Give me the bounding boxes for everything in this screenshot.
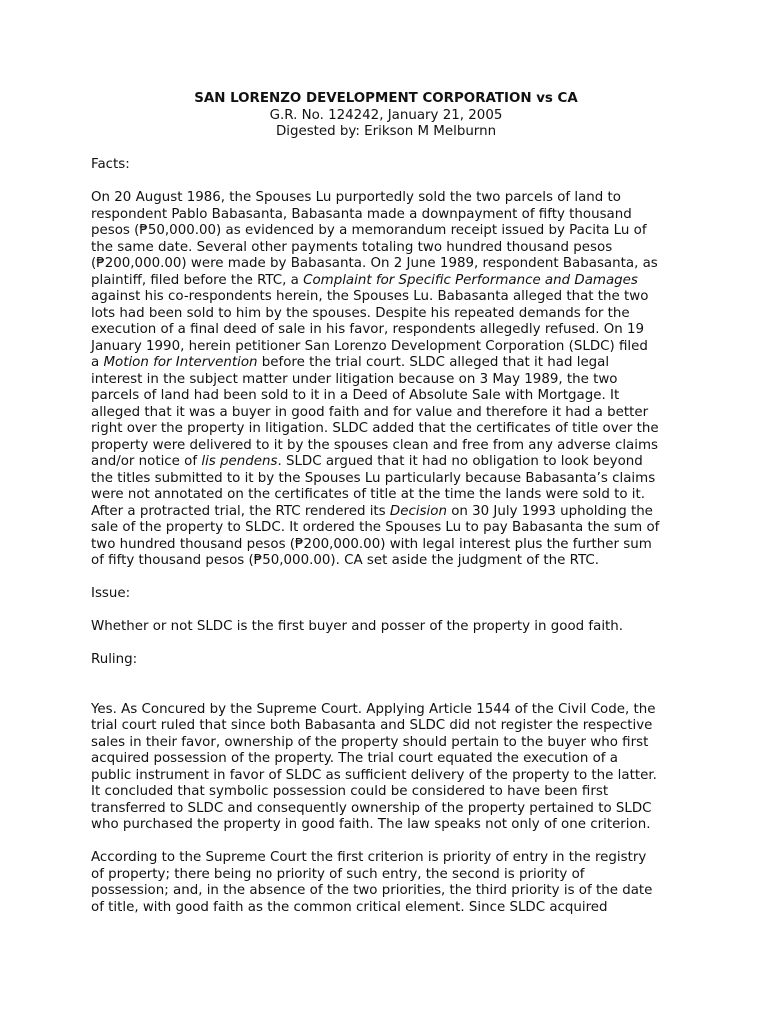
text-segment: on 30 July 1993 upholding the (446, 503, 653, 519)
text-line: against his co-respondents herein, the Spouses Lu. Babasanta alleged that the two (91, 289, 649, 304)
document-page (91, 91, 681, 916)
ruling-paragraph-2 (91, 850, 681, 916)
text-line: alleged that it was a buyer in good faith and for value and therefore it had a better (91, 404, 649, 420)
text-segment: . SLDC argued that it had no obligation to look beyond (277, 454, 643, 469)
italic-term: Motion for Intervention (103, 355, 258, 370)
text-line: public instrument in favor of SLDC as sufficient delivery of the property to the latter. (91, 767, 657, 783)
facts-heading: Facts: (91, 157, 130, 172)
text-line: trial court ruled that since both Babasanta and SLDC did not register the respective (91, 718, 653, 733)
text-line: Yes. As Concured by the Supreme Court. Applying Article 1544 of the Civil Code, the (91, 701, 656, 717)
issue-text: Whether or not SLDC is the first buyer and posser of the property in good faith. (91, 619, 624, 634)
text-line: (₱200,000.00) were made by Babasanta. On 2 June 1989, respondent Babasanta, as (91, 256, 658, 271)
ruling-heading: Ruling: (91, 652, 138, 667)
facts-paragraph (91, 190, 681, 570)
text-line: According to the Supreme Court the first criterion is priority of entry in the registry (91, 850, 647, 865)
text-line: It concluded that symbolic possession could be considered to have been first (91, 784, 609, 799)
text-line: the same date. Several other payments totaling two hundred thousand pesos (91, 239, 613, 255)
case-number: G.R. No. 124242, January 21, 2005 (269, 107, 503, 123)
text-line (91, 355, 681, 372)
text-line: sale of the property to SLDC. It ordered the Spouses Lu to pay Babasanta the sum of (91, 520, 660, 535)
text-line: of property; there being no priority of such entry, the second is priority of (91, 866, 585, 882)
text-line: pesos (₱50,000.00) as evidenced by a memorandum receipt issued by Pacita Lu of (91, 223, 647, 238)
text-segment: plaintiff, filed before the RTC, a (91, 272, 304, 288)
case-title: SAN LORENZO DEVELOPMENT CORPORATION vs CA (194, 91, 578, 106)
text-line: property were delivered to it by the spouses clean and free from any adverse claims (91, 437, 659, 453)
text-line: On 20 August 1986, the Spouses Lu purportedly sold the two parcels of land to (91, 190, 621, 205)
ruling-paragraph-1 (91, 702, 681, 834)
text-segment: After a protracted trial, the RTC rendered its (91, 503, 390, 519)
text-line (91, 454, 681, 471)
blank-line (91, 685, 681, 702)
text-line: two hundred thousand pesos (₱200,000.00) with legal interest plus the further sum (91, 536, 652, 552)
text-segment: before the trial court. SLDC alleged that it had legal (257, 355, 610, 370)
text-line: respondent Pablo Babasanta, Babasanta made a downpayment of fifty thousand (91, 206, 632, 222)
text-line: lots had been sold to him by the spouses. Despite his repeated demands for the (91, 305, 630, 321)
text-line: of title, with good faith as the common critical element. Since SLDC acquired (91, 899, 608, 915)
text-line: were not annotated on the certificates of title at the time the lands were sold to it. (91, 487, 646, 502)
text-line (91, 273, 681, 290)
italic-term: Decision (389, 503, 447, 519)
text-line: of fifty thousand pesos (₱50,000.00). CA set aside the judgment of the RTC. (91, 553, 599, 568)
text-segment: and/or notice of (91, 454, 202, 469)
text-line: sales in their favor, ownership of the property should pertain to the buyer who first (91, 734, 649, 750)
text-segment: a (91, 355, 104, 370)
italic-term: lis pendens (201, 454, 278, 469)
document-header (91, 91, 681, 141)
text-line: parcels of land had been sold to it in a Deed of Absolute Sale with Mortgage. It (91, 388, 620, 403)
text-line: right over the property in litigation. SLDC added that the certificates of title over the (91, 421, 659, 436)
text-line (91, 504, 681, 521)
issue-heading: Issue: (91, 586, 131, 601)
text-line: interest in the subject matter under litigation because on 3 May 1989, the two (91, 371, 618, 387)
text-line: possession; and, in the absence of the two priorities, the third priority is of the date (91, 883, 653, 898)
text-line: transferred to SLDC and consequently ownership of the property pertained to SLDC (91, 800, 652, 816)
text-line: January 1990, herein petitioner San Lorenzo Development Corporation (SLDC) filed (91, 338, 648, 354)
text-line: the titles submitted to it by the Spouses Lu particularly because Babasanta’s claims (91, 470, 656, 486)
italic-term: Complaint for Specific Performance and Damages (303, 272, 638, 288)
text-line: acquired possession of the property. The trial court equated the execution of a (91, 751, 618, 766)
text-line: who purchased the property in good faith. The law speaks not only of one criterion. (91, 817, 651, 832)
digest-author: Digested by: Erikson M Melburnn (275, 124, 497, 139)
text-line: execution of a final deed of sale in his favor, respondents allegedly refused. On 19 (91, 322, 645, 337)
